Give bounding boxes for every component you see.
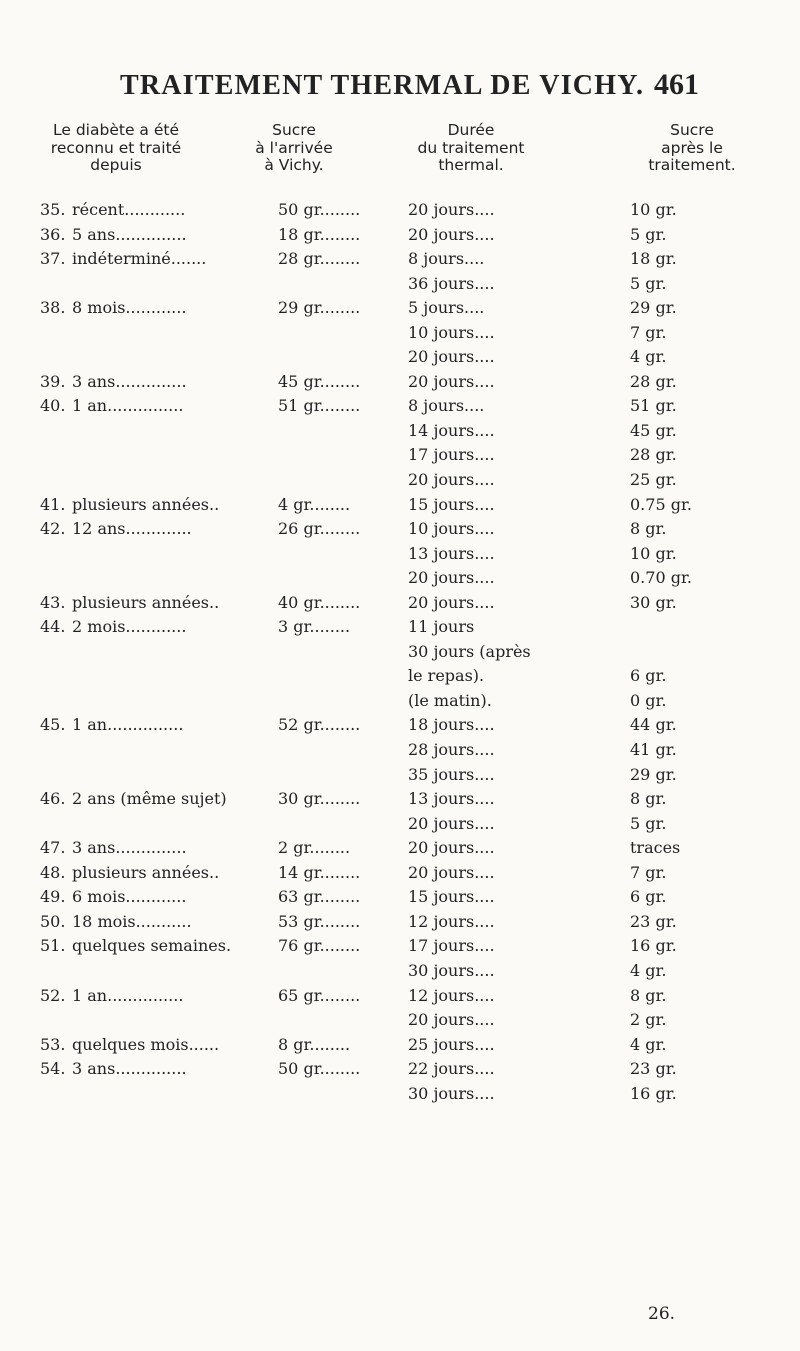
diagnosed-since: 2 mois............: [72, 617, 187, 637]
sugar-after: 10 gr.: [630, 200, 677, 219]
diagnosed-since: indéterminé.......: [72, 249, 207, 269]
column-headers: [0, 122, 800, 192]
table-row: [0, 568, 800, 593]
col-head-line: Le diabète a été: [53, 121, 179, 139]
sugar-after: 0.70 gr.: [630, 568, 692, 588]
table-row: [0, 200, 800, 225]
row-number: 46.: [40, 789, 66, 809]
table-row: [0, 421, 800, 446]
sugar-after: 44 gr.: [630, 715, 677, 735]
table-row: [0, 495, 800, 520]
row-number: 50.: [40, 911, 66, 931]
treatment-duration: 20 jours....: [408, 568, 495, 588]
sugar-after: 2 gr.: [630, 1010, 667, 1030]
row-number: 37.: [40, 249, 66, 269]
table-row: [0, 691, 800, 716]
table-row: [0, 323, 800, 348]
sugar-after: 5 gr.: [630, 273, 667, 293]
col-head-line: du traitement: [417, 138, 525, 157]
diagnosed-since: 6 mois............: [72, 887, 187, 907]
treatment-duration: 20 jours....: [408, 371, 495, 391]
col-head-line: Durée: [447, 121, 495, 139]
row-number: 49.: [40, 887, 66, 907]
table-row: [0, 936, 800, 961]
table-row: [0, 372, 800, 397]
diagnosed-since: 5 ans..............: [72, 224, 187, 244]
treatment-duration: 17 jours....: [408, 445, 495, 465]
table-row: [0, 642, 800, 667]
table-row: [0, 1035, 800, 1060]
sugar-on-arrival: 30 gr........: [278, 789, 361, 809]
diagnosed-since: plusieurs années..: [72, 862, 220, 882]
col-head-line: traitement.: [648, 156, 736, 174]
table-row: [0, 347, 800, 372]
diagnosed-since: 8 mois............: [72, 298, 187, 318]
sugar-after: 6 gr.: [630, 887, 667, 907]
table-row: [0, 249, 800, 274]
sugar-after: 51 gr.: [630, 396, 677, 416]
sugar-on-arrival: 18 gr........: [278, 224, 361, 244]
table-row: [0, 814, 800, 839]
row-number: 42.: [40, 519, 66, 539]
diagnosed-since: 1 an...............: [72, 985, 184, 1005]
sugar-after: 5 gr.: [630, 224, 667, 244]
treatment-duration: 10 jours....: [408, 322, 495, 342]
diagnosed-since: quelques semaines.: [72, 936, 232, 956]
sugar-on-arrival: 50 gr........: [278, 200, 361, 219]
sugar-after: 8 gr.: [630, 985, 667, 1005]
sugar-on-arrival: 65 gr........: [278, 985, 361, 1005]
treatment-duration: 15 jours....: [408, 887, 495, 907]
page-header: [0, 66, 800, 106]
treatment-duration: 11 jours: [408, 617, 475, 637]
sugar-after: 4 gr.: [630, 347, 667, 367]
treatment-duration: 12 jours....: [408, 985, 495, 1005]
treatment-duration: 18 jours....: [408, 715, 495, 735]
row-number: 41.: [40, 494, 66, 514]
table-row: [0, 1084, 800, 1109]
sugar-on-arrival: 51 gr........: [278, 396, 361, 416]
sugar-on-arrival: 76 gr........: [278, 936, 361, 956]
treatment-duration: 30 jours....: [408, 960, 495, 980]
col-head-line: à Vichy.: [264, 156, 324, 174]
treatment-duration: 17 jours....: [408, 936, 495, 956]
treatment-duration: le repas).: [408, 666, 485, 686]
sugar-on-arrival: 28 gr........: [278, 249, 361, 269]
sugar-on-arrival: 8 gr........: [278, 1034, 351, 1054]
row-number: 43.: [40, 592, 66, 612]
sugar-on-arrival: 40 gr........: [278, 592, 361, 612]
sugar-after: traces: [630, 838, 681, 858]
row-number: 38.: [40, 298, 66, 318]
data-table: [0, 200, 800, 1108]
table-row: [0, 617, 800, 642]
table-row: [0, 470, 800, 495]
row-number: 53.: [40, 1034, 66, 1054]
table-row: [0, 912, 800, 937]
treatment-duration: 8 jours....: [408, 249, 485, 269]
sugar-after: 4 gr.: [630, 960, 667, 980]
table-row: [0, 274, 800, 299]
sugar-after: 29 gr.: [630, 764, 677, 784]
table-row: [0, 225, 800, 250]
sugar-after: 10 gr.: [630, 543, 677, 563]
row-number: 52.: [40, 985, 66, 1005]
treatment-duration: 20 jours....: [408, 224, 495, 244]
diagnosed-since: 12 ans.............: [72, 519, 192, 539]
col-head-line: après le: [661, 138, 723, 157]
col-head-line: Sucre: [272, 121, 316, 139]
treatment-duration: 28 jours....: [408, 740, 495, 760]
treatment-duration: 20 jours....: [408, 838, 495, 858]
table-row: [0, 1059, 800, 1084]
sugar-after: 28 gr.: [630, 371, 677, 391]
treatment-duration: 20 jours....: [408, 813, 495, 833]
treatment-duration: 13 jours....: [408, 789, 495, 809]
sugar-after: 16 gr.: [630, 936, 677, 956]
sugar-after: 7 gr.: [630, 322, 667, 342]
row-number: 47.: [40, 838, 66, 858]
treatment-duration: 10 jours....: [408, 519, 495, 539]
treatment-duration: 20 jours....: [408, 1010, 495, 1030]
table-row: [0, 298, 800, 323]
row-number: 54.: [40, 1059, 66, 1079]
diagnosed-since: récent............: [72, 200, 186, 219]
table-row: [0, 396, 800, 421]
col-head-line: à l'arrivée: [255, 138, 333, 157]
table-row: [0, 765, 800, 790]
treatment-duration: (le matin).: [408, 690, 492, 710]
diagnosed-since: 3 ans..............: [72, 838, 187, 858]
treatment-duration: 20 jours....: [408, 347, 495, 367]
treatment-duration: 20 jours....: [408, 470, 495, 490]
col-head-depuis: [26, 122, 206, 175]
diagnosed-since: 3 ans..............: [72, 371, 187, 391]
treatment-duration: 15 jours....: [408, 494, 495, 514]
diagnosed-since: plusieurs années..: [72, 592, 220, 612]
running-title: TRAITEMENT THERMAL DE VICHY.: [120, 70, 645, 101]
treatment-duration: 35 jours....: [408, 764, 495, 784]
sugar-on-arrival: 52 gr........: [278, 715, 361, 735]
sugar-after: 18 gr.: [630, 249, 677, 269]
col-head-line: reconnu et traité: [50, 138, 182, 157]
sugar-on-arrival: 63 gr........: [278, 887, 361, 907]
row-number: 51.: [40, 936, 66, 956]
col-head-duree: [394, 122, 548, 175]
table-row: [0, 519, 800, 544]
table-row: [0, 1010, 800, 1035]
table-row: [0, 666, 800, 691]
sugar-after: 28 gr.: [630, 445, 677, 465]
sugar-after: 0 gr.: [630, 690, 667, 710]
treatment-duration: 22 jours....: [408, 1059, 495, 1079]
sugar-on-arrival: 4 gr........: [278, 494, 351, 514]
sugar-after: 23 gr.: [630, 911, 677, 931]
treatment-duration: 30 jours (après: [408, 641, 531, 661]
sugar-after: 8 gr.: [630, 519, 667, 539]
col-head-sucre-arrivee: [228, 122, 360, 175]
page-number: 461: [654, 68, 699, 101]
table-row: [0, 789, 800, 814]
sugar-on-arrival: 3 gr........: [278, 617, 351, 637]
table-row: [0, 838, 800, 863]
sugar-after: 5 gr.: [630, 813, 667, 833]
table-row: [0, 544, 800, 569]
treatment-duration: 20 jours....: [408, 862, 495, 882]
treatment-duration: 13 jours....: [408, 543, 495, 563]
sugar-on-arrival: 14 gr........: [278, 862, 361, 882]
treatment-duration: 36 jours....: [408, 273, 495, 293]
col-head-line: thermal.: [438, 156, 504, 174]
sugar-after: 41 gr.: [630, 740, 677, 760]
sugar-on-arrival: 45 gr........: [278, 371, 361, 391]
treatment-duration: 30 jours....: [408, 1083, 495, 1103]
row-number: 44.: [40, 617, 66, 637]
table-row: [0, 445, 800, 470]
sugar-after: 8 gr.: [630, 789, 667, 809]
sugar-on-arrival: 26 gr........: [278, 519, 361, 539]
table-row: [0, 961, 800, 986]
treatment-duration: 12 jours....: [408, 911, 495, 931]
table-row: [0, 863, 800, 888]
sugar-after: 30 gr.: [630, 592, 677, 612]
table-row: [0, 740, 800, 765]
sugar-after: 4 gr.: [630, 1034, 667, 1054]
sugar-on-arrival: 50 gr........: [278, 1059, 361, 1079]
col-head-line: Sucre: [670, 121, 714, 139]
treatment-duration: 14 jours....: [408, 420, 495, 440]
diagnosed-since: quelques mois......: [72, 1034, 220, 1054]
treatment-duration: 25 jours....: [408, 1034, 495, 1054]
diagnosed-since: 3 ans..............: [72, 1059, 187, 1079]
sugar-on-arrival: 2 gr........: [278, 838, 351, 858]
row-number: 45.: [40, 715, 66, 735]
diagnosed-since: plusieurs années..: [72, 494, 220, 514]
table-row: [0, 986, 800, 1011]
sugar-after: 29 gr.: [630, 298, 677, 318]
col-head-sucre-apres: [606, 122, 778, 175]
sugar-after: 16 gr.: [630, 1083, 677, 1103]
row-number: 40.: [40, 396, 66, 416]
diagnosed-since: 2 ans (même sujet): [72, 789, 227, 809]
diagnosed-since: 18 mois...........: [72, 911, 192, 931]
row-number: 36.: [40, 224, 66, 244]
signature-mark: 26.: [648, 1304, 676, 1324]
table-row: [0, 715, 800, 740]
treatment-duration: 8 jours....: [408, 396, 485, 416]
treatment-duration: 20 jours....: [408, 592, 495, 612]
sugar-after: 0.75 gr.: [630, 494, 692, 514]
sugar-after: 6 gr.: [630, 666, 667, 686]
row-number: 35.: [40, 200, 66, 219]
treatment-duration: 5 jours....: [408, 298, 485, 318]
sugar-after: 45 gr.: [630, 420, 677, 440]
table-row: [0, 887, 800, 912]
treatment-duration: 20 jours....: [408, 200, 495, 219]
diagnosed-since: 1 an...............: [72, 396, 184, 416]
sugar-after: 25 gr.: [630, 470, 677, 490]
table-row: [0, 593, 800, 618]
sugar-on-arrival: 29 gr........: [278, 298, 361, 318]
sugar-after: 23 gr.: [630, 1059, 677, 1079]
col-head-line: depuis: [90, 156, 142, 174]
sugar-after: 7 gr.: [630, 862, 667, 882]
row-number: 39.: [40, 371, 66, 391]
diagnosed-since: 1 an...............: [72, 715, 184, 735]
row-number: 48.: [40, 862, 66, 882]
sugar-on-arrival: 53 gr........: [278, 911, 361, 931]
